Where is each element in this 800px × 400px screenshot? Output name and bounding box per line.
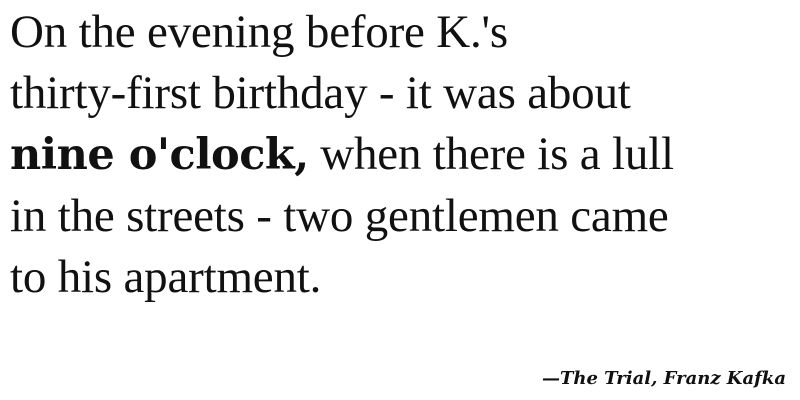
quote-text — [10, 2, 790, 308]
quote-line-3 — [10, 124, 790, 186]
quote-line-5: to his apartment. — [10, 251, 322, 303]
quote-line-3-rest: when there is a lull — [308, 128, 674, 180]
quote-emphasis: nine o'clock, — [10, 130, 309, 180]
quote-line-2: thirty-first birthday - it was about — [10, 67, 631, 119]
quote-line-4: in the streets - two gentlemen came — [10, 190, 669, 242]
quote-attribution: —The Trial, Franz Kafka — [541, 368, 786, 389]
quote-line-1: On the evening before K.'s — [10, 6, 508, 58]
